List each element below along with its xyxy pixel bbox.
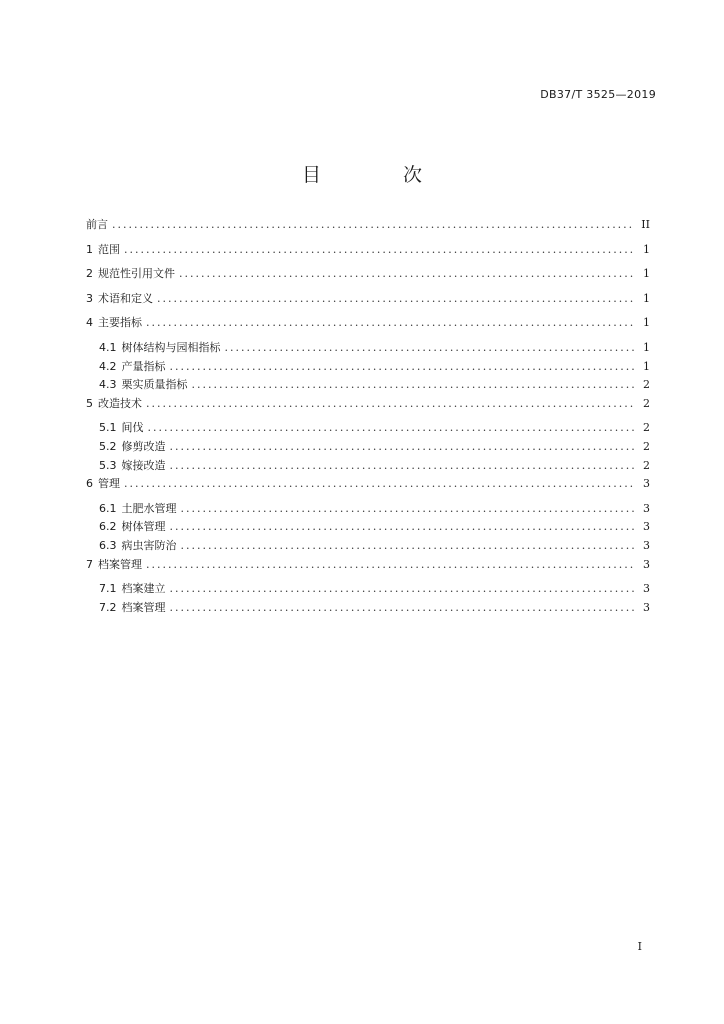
toc-entry-label: [86, 241, 120, 257]
toc-leader-dots: [170, 601, 635, 614]
toc-leader-dots: [181, 539, 635, 552]
toc-entry-page: 2: [643, 439, 650, 453]
toc-leader-dots: [146, 316, 634, 329]
toc-entry[interactable]: [86, 500, 650, 519]
toc-entry-text: 主要指标: [98, 316, 142, 330]
toc-entry-page: 3: [643, 600, 650, 614]
toc-entry-page: 1: [643, 359, 650, 373]
toc-entry-label: [99, 457, 166, 473]
toc-entry-page: 2: [643, 396, 650, 410]
toc-entry-text: 术语和定义: [98, 291, 153, 305]
toc-entry-number: 6.3: [99, 538, 117, 552]
toc-entry-number: 6.2: [99, 520, 117, 534]
toc-entry-number: 7: [86, 557, 93, 571]
toc-entry-label: [86, 395, 142, 411]
toc-entry-text: 树体管理: [121, 520, 166, 534]
toc-entry-number: 6: [86, 477, 93, 491]
toc-entry[interactable]: [86, 216, 650, 241]
toc-entry-label: [99, 537, 177, 553]
toc-entry-number: 5.3: [99, 458, 117, 472]
toc-entry-number: 6.1: [99, 501, 117, 515]
toc-entry[interactable]: [86, 438, 650, 457]
toc-entry-page: 1: [643, 316, 650, 330]
toc-leader-dots: [146, 558, 634, 571]
toc-entry-label: [86, 556, 142, 572]
toc-entry-label: [99, 518, 166, 534]
toc-entry-number: 4: [86, 316, 93, 330]
toc-entry-label: [86, 216, 108, 232]
toc-entry-number: 5: [86, 396, 93, 410]
toc-leader-dots: [170, 440, 635, 453]
toc-leader-dots: [170, 582, 635, 595]
toc-leader-dots: [170, 459, 635, 472]
toc-leader-dots: [157, 292, 634, 305]
toc-entry-label: [99, 358, 166, 374]
toc-entry-number: 3: [86, 291, 93, 305]
toc-entry-page: 3: [643, 582, 650, 596]
toc-entry-text: 间伐: [121, 421, 144, 435]
toc-entry[interactable]: [86, 537, 650, 556]
toc-entry[interactable]: [86, 599, 650, 618]
toc-entry-text: 档案管理: [98, 557, 142, 571]
toc-entry-label: [99, 580, 166, 596]
toc-entry[interactable]: [86, 314, 650, 339]
toc-entry[interactable]: [86, 475, 650, 500]
toc-entry-number: 5.2: [99, 439, 117, 453]
toc-entry[interactable]: [86, 518, 650, 537]
toc-leader-dots: [124, 477, 634, 490]
toc-entry[interactable]: [86, 395, 650, 420]
toc-entry-text: 档案建立: [121, 582, 166, 596]
toc-leader-dots: [146, 397, 634, 410]
toc-entry-page: 2: [643, 421, 650, 435]
toc-entry-label: [99, 339, 221, 355]
toc-entry-page: 2: [643, 378, 650, 392]
toc-entry-text: 栗实质量指标: [121, 378, 188, 392]
toc-entry-number: 4.2: [99, 359, 117, 373]
toc-entry-page: 1: [643, 291, 650, 305]
toc-entry-label: [86, 265, 175, 281]
toc-entry-page: 3: [643, 477, 650, 491]
toc-leader-dots: [112, 218, 634, 231]
page-title: 目 次: [301, 164, 461, 186]
toc-entry-text: 前言: [86, 218, 108, 231]
toc-entry-label: [99, 599, 166, 615]
toc-entry-number: 4.3: [99, 378, 117, 392]
toc-entry-page: 3: [643, 538, 650, 552]
toc-leader-dots: [124, 243, 634, 256]
toc-entry[interactable]: [86, 241, 650, 266]
toc-leader-dots: [170, 520, 635, 533]
toc-entry[interactable]: [86, 457, 650, 476]
toc-entry-page: 3: [643, 501, 650, 515]
table-of-contents: [86, 216, 650, 617]
toc-leader-dots: [170, 360, 635, 373]
toc-entry-label: [86, 475, 120, 491]
toc-entry-text: 范围: [98, 242, 120, 256]
toc-entry[interactable]: [86, 376, 650, 395]
toc-entry-number: 7.1: [99, 582, 117, 596]
toc-entry-label: [99, 376, 188, 392]
toc-leader-dots: [192, 378, 635, 391]
toc-leader-dots: [148, 421, 635, 434]
toc-entry-page: 2: [643, 458, 650, 472]
toc-entry-page: 3: [643, 557, 650, 571]
toc-entry-number: 4.1: [99, 340, 117, 354]
toc-entry[interactable]: [86, 358, 650, 377]
toc-entry[interactable]: [86, 419, 650, 438]
toc-entry-text: 病虫害防治: [121, 538, 177, 552]
page-number: I: [637, 940, 642, 953]
toc-entry-text: 规范性引用文件: [98, 267, 175, 281]
toc-entry-text: 土肥水管理: [121, 501, 177, 515]
toc-entry-text: 改造技术: [98, 396, 142, 410]
toc-entry[interactable]: [86, 556, 650, 581]
toc-entry-page: 3: [643, 520, 650, 534]
toc-entry-number: 2: [86, 267, 93, 281]
toc-entry-text: 嫁接改造: [121, 458, 166, 472]
toc-entry[interactable]: [86, 290, 650, 315]
toc-entry-page: 1: [643, 267, 650, 281]
toc-leader-dots: [179, 267, 634, 280]
toc-entry[interactable]: [86, 265, 650, 290]
toc-entry-text: 管理: [98, 477, 120, 491]
toc-entry-page: 1: [643, 340, 650, 354]
toc-entry-number: 7.2: [99, 600, 117, 614]
toc-entry-label: [86, 314, 142, 330]
toc-entry-label: [99, 438, 166, 454]
toc-entry-number: 1: [86, 242, 93, 256]
toc-entry-page: II: [641, 218, 650, 231]
toc-entry[interactable]: [86, 339, 650, 358]
toc-entry-text: 档案管理: [121, 600, 166, 614]
toc-entry-text: 修剪改造: [121, 439, 166, 453]
toc-entry-number: 5.1: [99, 421, 117, 435]
toc-entry-text: 树体结构与园相指标: [121, 340, 221, 354]
toc-entry-page: 1: [643, 242, 650, 256]
document-code: DB37/T 3525—2019: [540, 88, 656, 101]
toc-entry-text: 产量指标: [121, 359, 166, 373]
toc-leader-dots: [181, 502, 635, 515]
toc-entry-label: [99, 500, 177, 516]
toc-entry[interactable]: [86, 580, 650, 599]
toc-entry-label: [99, 419, 144, 435]
toc-entry-label: [86, 290, 153, 306]
toc-leader-dots: [225, 341, 635, 354]
